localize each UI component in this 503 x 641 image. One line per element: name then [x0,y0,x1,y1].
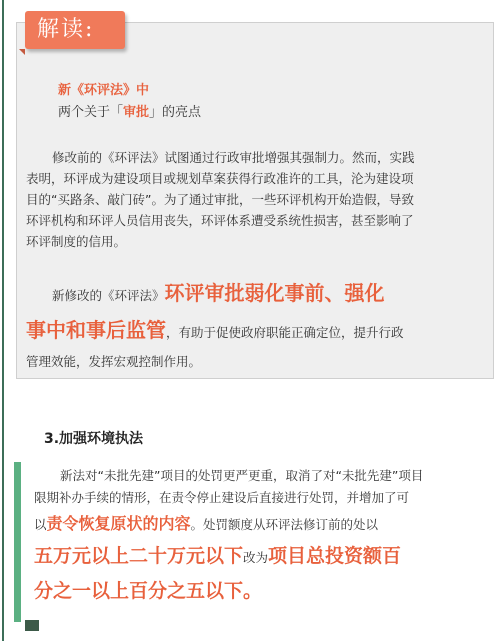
paragraph-line [26,276,484,313]
paragraph-line: 管理效能，发挥宏观控制作用。 [26,354,202,369]
paragraph-before-revision [26,147,484,252]
paragraph-text: 新修改的《环评法》 [52,288,165,303]
paragraph-line: 新法对“未批先建”项目的处罚更严更重，取消了对“未批先建”项目 [60,468,424,483]
paragraph-line: 表明，环评成为建设项目或规划草案获得行政准许的工具，沦为建设项 [26,171,414,186]
paragraph-line: 修改前的《环评法》试图通过行政审批增强其强制力。然而，实践 [52,150,415,165]
emphasis-text: 事中和事后监管 [26,318,166,342]
emphasis-text: 项目总投资额百 [268,545,402,567]
paragraph-text: 。 [243,580,263,602]
paragraph-line [34,540,489,575]
paragraph-line: 环评制度的信用。 [26,234,127,249]
subtitle-line2 [58,101,201,120]
subtitle-line1: 新《环评法》中 [58,83,150,98]
paragraph-line: 目的“买路条、敲门砖”。为了通过审批，一些环评机构开始造假，导致 [26,192,414,207]
paragraph-text: ，有助于促使政府职能正确定位，提升行政 [166,325,404,340]
section-title: 3.加强环境执法 [44,431,144,447]
paragraph-after-revision [26,276,484,374]
quote-accent-bar [14,462,21,622]
paragraph-text: 改为 [243,550,269,565]
paragraph-line [34,509,489,540]
paragraph-line: 限期补办手续的情形，在责令停止建设后直接进行处罚，并增加了可 [34,490,410,505]
commentary-tag-label: 解读: [37,17,95,42]
emphasis-text: 责令恢复原状的内容 [46,514,191,533]
paragraph-text: 以 [34,517,47,532]
emphasis-text: 五万元以上二十万元以下 [34,545,244,567]
emphasis-text: 分之一以上百分之五以下 [34,580,244,602]
commentary-tag [25,11,125,49]
subtitle-line2-suffix: 」的亮点 [149,105,202,120]
emphasis-text: 环评审批弱化事前、强化 [164,281,385,305]
paragraph-text: 。处罚额度从环评法修订前的处以 [190,517,379,532]
paragraph-line: 环评机构和环评人员信用丧失，环评体系遭受系统性损害，甚至影响了 [26,213,414,228]
paragraph-line [26,313,484,350]
left-border-rule [2,0,4,641]
paragraph-enforcement [34,465,489,610]
subtitle-line2-prefix: 两个关于「 [58,105,124,120]
paragraph-line [34,575,489,610]
quote-accent-block [25,620,39,631]
subtitle-highlight: 审批 [123,105,150,120]
